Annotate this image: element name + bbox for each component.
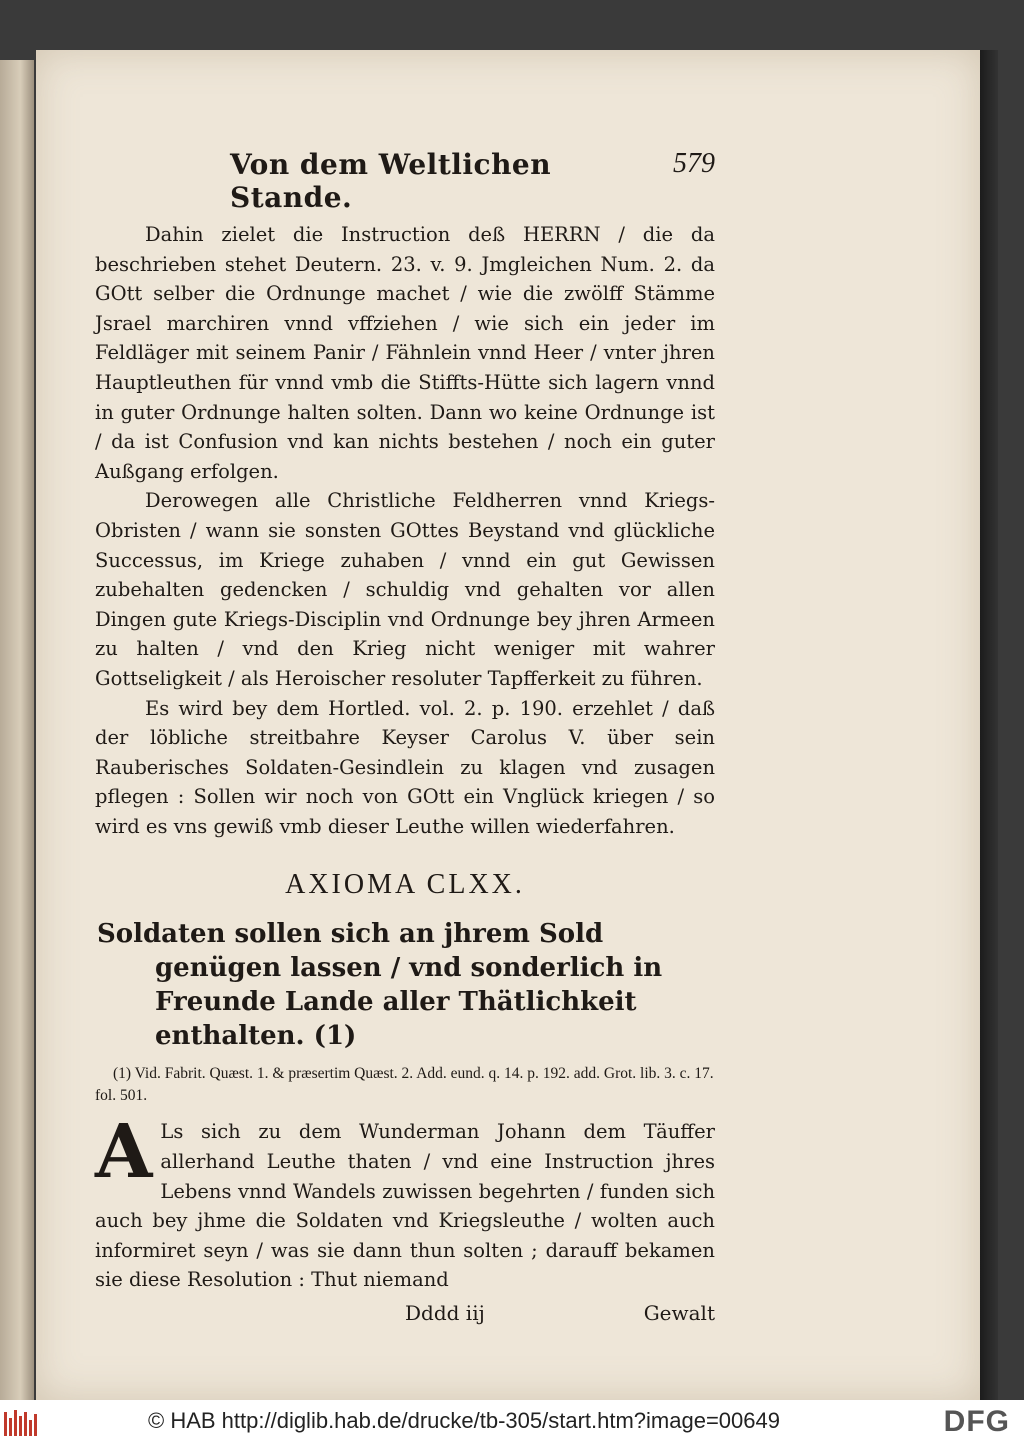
catchword: Gewalt [643,1301,715,1326]
copyright-link[interactable]: © HAB http://diglib.hab.de/drucke/tb-305/start.htm?image=00649 [148,1407,780,1433]
viewer-footer [0,1400,1024,1441]
signature-mark: Dddd iij [405,1301,485,1326]
axiom-heading: AXIOMA CLXX. [285,869,525,901]
left-page-edge [0,60,34,1400]
axiom-body-text: Ls sich zu dem Wunderman Johann dem Täuffer allerhand Leuthe thaten / vnd eine Instruction jhres Lebens vnnd Wandels zuwissen begehrten / funden sich auch bey jhme die Soldaten vnd Kriegsleuthe / wolten auch informiret seyn / was sie dann thun solten ; darauff bekamen sie diese Resolution : Thut niemand [95,1120,715,1292]
paragraph-2: Derowegen alle Christliche Feldherren vnnd Kriegs-Obristen / wann sie sonsten GOttes Beystand vnd glückliche Successus, im Kriege zuhaben / vnnd ein gut Gewissen zubehalten gedencken / schuldig vnd gehalten vor allen Dingen gute Kriegs-Disciplin vnd Ordnunge bey jhren Armeen zu halten / vnd den Krieg nicht weniger mit wahrer Gottseligkeit / als Heroischer resoluter Tapfferkeit zu führen. [95,489,715,690]
footnote: (1) Vid. Fabrit. Quæst. 1. & præsertim Quæst. 2. Add. eund. q. 14. p. 192. add. Grot. lib. 3. c. 17. fol. 501. [95,1065,714,1105]
page-number: 579 [673,148,715,179]
page-text [95,148,715,1325]
running-title: Von dem Weltlichen Stande. [230,148,552,214]
paragraph-3: Es wird bey dem Hortled. vol. 2. p. 190. erzehlet / daß der löbliche streitbahre Keyser Carolus V. über sein Rauberisches Soldaten-Gesindlein zu klagen vnd zusagen pflegen : Sollen wir noch von GOtt ein Vnglück kriegen / so wird es vns gewiß vmb dieser Leuthe willen wiederfahren. [95,696,715,838]
paragraph-1: Dahin zielet die Instruction deß HERRN / die da beschrieben stehet Deutern. 23. v. 9. Jmgleichen Num. 2. da GOtt selber die Ordnunge machet / wie die zwölff Stämme Jsrael marchiren vnnd vffziehen / wie sich ein jeder im Feldläger mit seinem Panir / Fähnlein vnnd Heer / vnter jhren Hauptleuthen für vnnd vmb die Stiffts-Hütte sich lagern vnnd in guter Ordnunge halten solten. Dann wo keine Ordnunge ist / da ist Confusion vnd kan nichts bestehen / noch ein guter Außgang erfolgen. [95,223,715,483]
axiom-body [95,1109,715,1295]
hab-logo-icon [4,1406,40,1436]
drop-cap: A [95,1109,153,1196]
axiom-title: Soldaten sollen sich an jhrem Sold genügen lassen / vnd sonderlich in Freunde Lande aller Thätlichkeit enthalten. (1) [97,919,663,1052]
catchline [95,1301,715,1325]
dfg-logo: DFG [943,1405,1010,1438]
page-shadow [980,50,998,1400]
running-header [230,148,715,214]
